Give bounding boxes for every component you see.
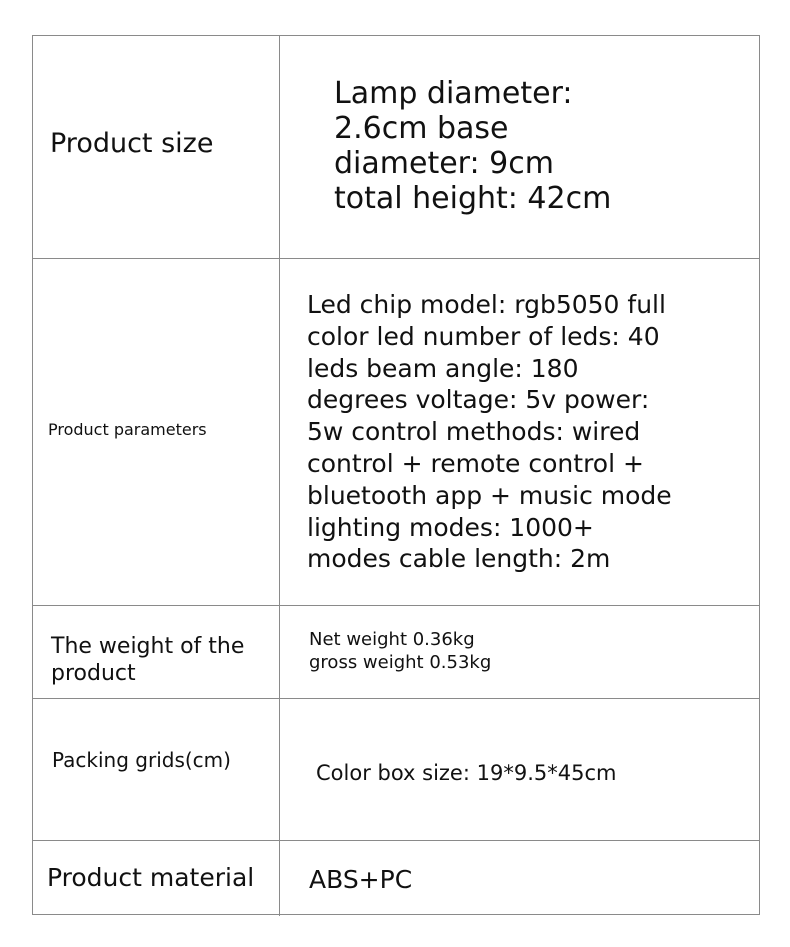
table-row-product-size [33, 36, 759, 259]
row-value-product-material: ABS+PC [309, 865, 413, 894]
column-divider [279, 36, 280, 258]
row-value-product-size: Lamp diameter: 2.6cm base diameter: 9cm total height: 42cm [334, 76, 612, 216]
row-value-product-weight: Net weight 0.36kg gross weight 0.53kg [309, 629, 492, 673]
row-label-product-material: Product material [47, 863, 255, 892]
column-divider [279, 841, 280, 916]
product-spec-table [32, 35, 760, 915]
row-value-packing-grids: Color box size: 19*9.5*45cm [316, 761, 617, 785]
row-value-product-parameters: Led chip model: rgb5050 full color led number of leds: 40 leds beam angle: 180 degrees voltage: 5v power: 5w control methods: wired control + remote control + bluetooth app + music mode lighting modes: 1000+ modes cable length: 2m [307, 290, 672, 574]
row-label-product-parameters: Product parameters [48, 420, 207, 439]
table-row-product-material [33, 841, 759, 916]
table-row-product-weight [33, 606, 759, 699]
table-row-product-parameters [33, 259, 759, 606]
column-divider [279, 606, 280, 698]
row-label-product-size: Product size [50, 128, 214, 159]
row-label-product-weight: The weight of the product [51, 634, 245, 686]
column-divider [279, 259, 280, 605]
column-divider [279, 699, 280, 840]
table-row-packing-grids [33, 699, 759, 841]
row-label-packing-grids: Packing grids(cm) [52, 748, 231, 772]
